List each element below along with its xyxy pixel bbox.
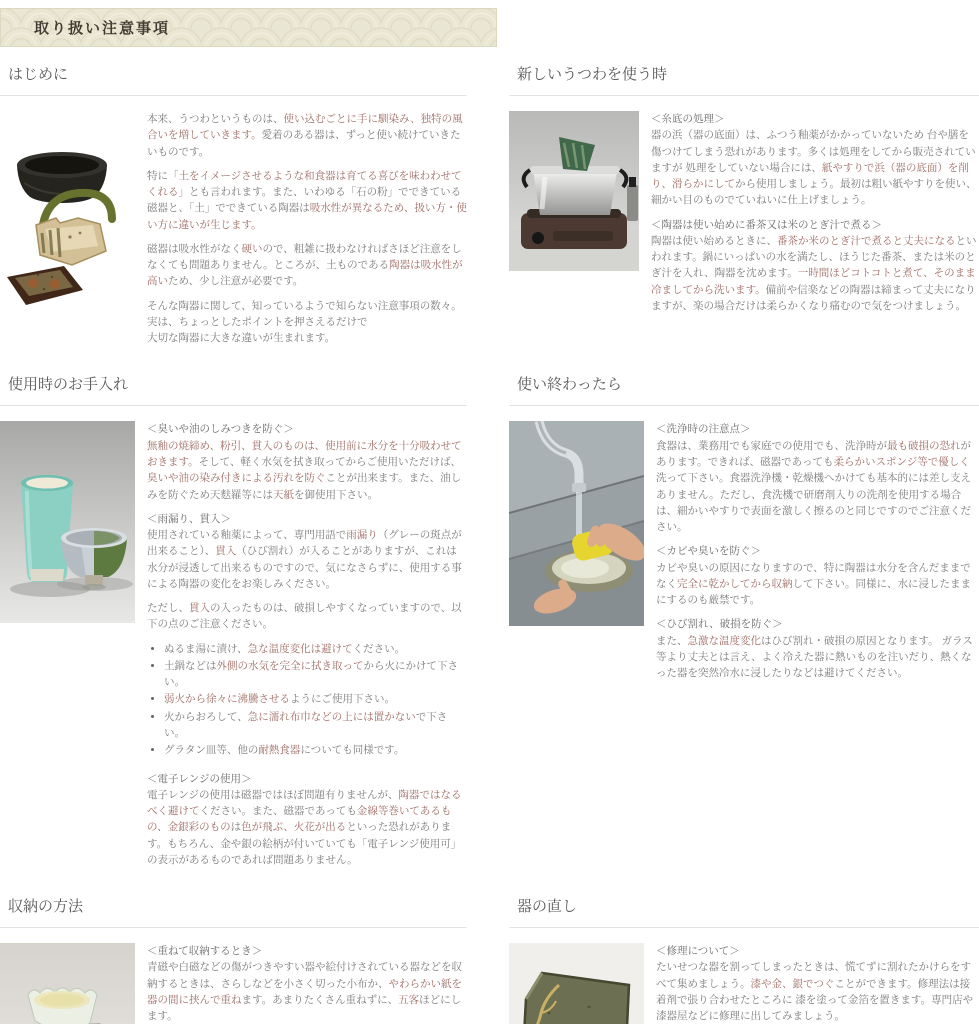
emphasis-text: 弱火から徐々に沸騰させる: [164, 693, 290, 706]
section-title-after-use: 使い終わったら: [509, 366, 979, 406]
section-title-care-during-use: 使用時のお手入れ: [0, 366, 467, 406]
body-text: そして、軽く水気を拭き取ってからご使用いただけば、: [198, 455, 461, 468]
emphasis-text: 無釉の焼締め、粉引、貫入のものは、使用前に水分を十分吸わせておきます。: [147, 439, 462, 468]
section-storage: [0, 888, 467, 1024]
paragraph: [147, 959, 467, 1024]
body-text: ほどにします。: [147, 993, 462, 1023]
paragraph: [656, 438, 979, 536]
bullet-item: [164, 709, 467, 742]
body-text: 器の浜（器の底面）は、ふつう釉薬がかかっていないため 台や膳を傷つけてしまう恐れがあります。多くは処理をしてから販売されていますが 処理をしていない場合には、: [651, 129, 976, 174]
emphasis-text: 番茶か米のとぎ汁で煮ると丈夫になる: [777, 234, 956, 247]
bullet-item: [164, 742, 467, 758]
body-text: また、: [656, 634, 688, 647]
emphasis-text: 紙やすりで浜（器の底面）を削り、滑らかにして: [651, 161, 969, 191]
body-text: そんな陶器に関して、知っているようで知らない注意事項の数々。: [147, 299, 462, 312]
paragraph: [147, 438, 467, 503]
emphasis-text: 貫入: [215, 545, 237, 558]
emphasis-text: 漆や金、銀でつぐ: [750, 977, 835, 990]
bullet-item: [164, 658, 467, 691]
paragraph: [147, 168, 467, 233]
body-text: ので、粗雑に扱わなければさほど注意をしなくても問題ありません。ところが、土ものである: [147, 242, 462, 272]
body-text: で下さい。: [164, 710, 448, 739]
body-text: 備前や信楽などの陶器は締まって丈夫になりますが、楽の場合だけは柔らかくなり痛むので気をつけましょう。: [651, 283, 976, 312]
body-text: 電子レンジの使用は磁器ではほぼ問題有りませんが、: [147, 788, 399, 801]
emphasis-text: 五客: [398, 993, 420, 1006]
section-after-use: [509, 366, 979, 689]
body-text: 本来、うつわというものは、: [147, 113, 284, 125]
subsection-heading: ＜洗浄時の注意点＞: [656, 423, 751, 436]
body-text: 食器は、業務用でも家庭での使用でも、洗浄時が: [656, 439, 887, 452]
body-text: ください。また、磁器であっても: [199, 805, 357, 818]
section-text-after-use: [656, 421, 979, 689]
subsection-heading: ＜糸底の処理＞: [651, 113, 725, 125]
body-text: ます。あまりたくさん重ねずに、: [241, 993, 399, 1006]
subsection-heading: ＜修理について＞: [656, 945, 740, 958]
body-text: はひび割れ・破損の原因となります。 ガラス等より丈夫とは言え、よく冷えた器に熱いものを注いだり、熱くなった器を突然冷水に浸したりなどは避けてください。: [656, 634, 973, 680]
pot-on-stove-image: [509, 111, 639, 271]
body-text: ことが出来ます。また、油しみを防ぐため天麩羅等には: [147, 472, 462, 501]
section-repair: [509, 888, 979, 1024]
section-text-introduction: [147, 111, 467, 354]
paragraph: [147, 241, 467, 290]
body-text: ことができます。修理法は接着剤で張り合わせたところに 漆を塗って金箔を置きます。専門店や漆器屋などに修理に出してみましょう。: [656, 977, 974, 1023]
emphasis-text: 最も破損の恐れ: [887, 439, 961, 452]
content-columns: [0, 56, 979, 1024]
body-text: 青磁や白磁などの傷がつきやすい器や絵付けされている器などを収納するときは、さらしなどを小さく切った小布か、: [147, 961, 462, 990]
body-text: ようにご使用下さい。: [290, 693, 395, 706]
section-body-repair: [509, 943, 979, 1024]
washing-bowl-image: [509, 421, 644, 626]
body-text: から火にかけて下さい。: [164, 659, 458, 689]
body-text: は: [230, 821, 242, 834]
kintsugi-plate-image: [509, 943, 644, 1024]
section-title-new-vessel: 新しいうつわを使う時: [509, 56, 979, 96]
body-text: といった恐れがあります。もちろん、金や銀の絵柄が付いていても「電子レンジ使用可」の表示があるものであれば問題ありません。: [147, 821, 462, 866]
emphasis-text: 金線等巻いてあるもの、金銀彩のもの: [147, 805, 452, 834]
body-text: 」とも言われます。また、いわゆる「石の粉」でできている磁器と、「土」でできている陶器は: [147, 186, 462, 215]
teal-cup-and-bowl-image: [0, 421, 135, 623]
body-text: 洗って下さい。食器洗浄機・乾燥機へかけても基本的には差し支えありません。ただし、食洗機で研磨剤入りの洗剤を使用する場合は、細かいやすりで表面を激しく擦るのと同じですのでご注意ください。: [656, 472, 971, 534]
emphasis-text: 一時間ほどコトコトと煮て、そのまま冷ましてから洗います。: [651, 267, 976, 296]
emphasis-text: 完全に乾かしてから収納: [677, 577, 793, 590]
subsection-heading: ＜電子レンジの使用＞: [147, 772, 252, 785]
emphasis-text: 臭いや油の染み付きによる汚れを防ぐ: [147, 472, 326, 485]
paragraph: [147, 527, 467, 592]
emphasis-text: 陶器は吸水性が高い: [147, 259, 463, 288]
body-text: といわれます。鍋にいっぱいの水を満たし、ほうじた番茶、または米のとぎ汁を入れ、陶器を沈めます。: [651, 234, 977, 280]
section-body-care-during-use: [0, 421, 467, 876]
emphasis-text: 天紙: [273, 488, 294, 501]
section-title-storage: 収納の方法: [0, 888, 467, 928]
subsection-heading: ＜雨漏り、貫入＞: [147, 512, 231, 525]
body-text: ただし、: [147, 602, 189, 615]
body-text: 実は、ちょっとしたポイントを押さえるだけで: [147, 315, 368, 328]
emphasis-text: 雨漏り: [346, 529, 378, 542]
body-text: 使用されている釉薬によって、専門用語で: [147, 529, 347, 542]
section-new-vessel: [509, 56, 979, 322]
page-title: 取り扱い注意事項: [34, 19, 171, 37]
subsection-heading: ＜カビや臭いを防ぐ＞: [656, 545, 761, 558]
section-title-introduction: はじめに: [0, 56, 467, 96]
section-care-during-use: [0, 366, 467, 876]
bullet-item: [164, 691, 467, 707]
emphasis-text: 柔らかいスポンジ等で優しく: [833, 455, 970, 468]
section-text-care-during-use: [147, 421, 467, 876]
emphasis-text: 外側の水気を完全に拭き取って: [216, 659, 364, 672]
intro-pottery-image: [0, 125, 135, 315]
emphasis-text: 色が飛ぶ、火花が出る: [241, 821, 347, 834]
body-text: カビや臭いの原因になりますので、特に陶器は水分を含んだままでなく: [656, 561, 971, 590]
emphasis-text: 陶器ではなるべく避けて: [147, 788, 462, 818]
body-text: たいせつな器を割ってしまったときは、慌てずに割れたかけらをすべて集めましょう。: [656, 961, 971, 990]
body-text: 土鍋などは: [164, 659, 217, 672]
body-text: して下さい。同様に、水に浸したままにするのも厳禁です。: [656, 577, 971, 607]
emphasis-text: 吸水性が異なるため、扱い方・使い方に違いが生じます。: [147, 202, 467, 231]
body-text: （グレーの斑点が出来ること）、: [147, 529, 462, 558]
subsection-heading: ＜重ねて収納するとき＞: [147, 945, 263, 958]
bullet-list: [147, 641, 467, 759]
emphasis-text: 急に濡れ布巾などの上には置かない: [247, 710, 416, 723]
emphasis-text: 貫入: [189, 602, 210, 615]
emphasis-text: 使い込むごとに手に馴染み、独特の風合いを増していきます。: [147, 113, 463, 142]
section-body-after-use: [509, 421, 979, 689]
section-body-storage: [0, 943, 467, 1024]
paragraph: [656, 560, 979, 609]
subsection-heading: ＜陶器は使い始めに番茶又は米のとぎ汁で煮る＞: [651, 218, 882, 231]
emphasis-text: やわらかい紙を器の間に挟んで重ね: [147, 977, 462, 1006]
body-text: 陶器は使い始めるときに、: [651, 234, 777, 247]
section-introduction: [0, 56, 467, 354]
emphasis-text: 急な温度変化は避けて: [247, 642, 353, 655]
section-body-introduction: [0, 111, 467, 354]
body-text: 特に「: [147, 169, 179, 182]
section-body-new-vessel: [509, 111, 979, 322]
emphasis-text: 耐熱食器: [258, 744, 301, 757]
body-text: 愛着のある器は、ずっと使い続けていきたいものです。: [147, 129, 461, 158]
section-text-storage: [147, 943, 467, 1024]
body-text: についても同様です。: [300, 744, 405, 757]
body-text: ぬるま湯に漬け、: [164, 642, 248, 655]
body-text: を御使用下さい。: [294, 488, 378, 501]
emphasis-text: 土をイメージさせるような和食器は育てる喜びを味わわせてくれる: [147, 169, 462, 199]
paragraph: [656, 959, 979, 1024]
stacked-cups-image: [0, 943, 135, 1024]
bullet-item: [164, 641, 467, 657]
paragraph: [656, 633, 979, 682]
paragraph: [147, 298, 467, 347]
body-text: （ひび割れ）が入ることがありますが、これは水分が浸透して出来るものですので、気になさらずに、使用する事による陶器の変化をお楽しみください。: [147, 545, 462, 590]
body-text: があります。できれば、磁器であっても: [656, 439, 971, 468]
emphasis-text: 硬い: [241, 242, 263, 255]
body-text: 大切な陶器に大きな違いが生まれます。: [147, 332, 336, 345]
section-text-repair: [656, 943, 979, 1024]
emphasis-text: 急激な温度変化: [687, 634, 761, 647]
body-text: ため、少し注意が必要です。: [168, 275, 304, 288]
paragraph: [147, 600, 467, 633]
section-title-repair: 器の直し: [509, 888, 979, 928]
body-text: 磁器は吸水性がなく: [147, 242, 242, 255]
paragraph: [651, 233, 979, 314]
paragraph: [651, 127, 979, 208]
body-text: グラタン皿等、他の: [164, 744, 259, 757]
body-text: から使用しましょう。最初は粗い紙やすりを使い、細かい目のものでていねいに仕上げましょう。: [651, 178, 977, 207]
body-text: の入ったものは、破損しやすくなっていますので、以下の点のご注意ください。: [147, 602, 462, 631]
section-text-new-vessel: [651, 111, 979, 322]
paragraph: [147, 111, 467, 160]
body-text: ください。: [352, 642, 406, 655]
subsection-heading: ＜臭いや油のしみつきを防ぐ＞: [147, 423, 294, 436]
subsection-heading: ＜ひび割れ、破損を防ぐ＞: [656, 618, 783, 631]
paragraph: [147, 787, 467, 868]
page-header-banner: [0, 8, 497, 47]
body-text: 火からおろして、: [164, 710, 248, 723]
